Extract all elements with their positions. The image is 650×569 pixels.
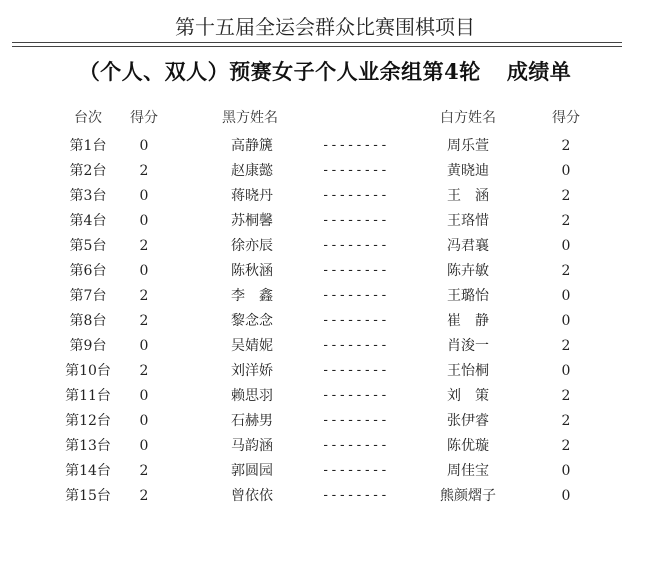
table-row	[0, 234, 650, 258]
table-row	[0, 484, 650, 508]
black-score: 0	[139, 263, 149, 279]
white-player-name: 冯君襄	[447, 238, 489, 254]
table-number: 第8台	[69, 313, 107, 329]
match-separator: --------	[321, 263, 389, 278]
black-score: 0	[139, 188, 149, 204]
table-number: 第3台	[69, 188, 107, 204]
black-player-name: 赵康懿	[231, 163, 273, 179]
black-player-name: 石赫男	[231, 413, 273, 429]
white-player-name: 王 涵	[447, 188, 489, 204]
match-separator: --------	[321, 163, 389, 178]
white-score: 0	[561, 363, 571, 379]
white-player-name: 周乐萱	[447, 138, 489, 154]
match-separator: --------	[321, 188, 389, 203]
white-player-name: 肖浚一	[447, 338, 489, 354]
header-black-name: 黑方姓名	[222, 110, 278, 126]
black-player-name: 徐亦辰	[231, 238, 273, 254]
black-score: 0	[139, 338, 149, 354]
table-row	[0, 184, 650, 208]
round-subtitle-tail: 成绩单	[506, 59, 572, 84]
black-score: 0	[139, 413, 149, 429]
table-number: 第4台	[69, 213, 107, 229]
table-row	[0, 259, 650, 283]
event-title: 第十五届全运会群众比赛围棋项目	[175, 15, 475, 39]
table-number: 第5台	[69, 238, 107, 254]
white-score: 2	[561, 388, 571, 404]
title-rule-bottom	[12, 46, 622, 47]
black-player-name: 高静篪	[231, 138, 273, 154]
table-number: 第2台	[69, 163, 107, 179]
match-separator: --------	[321, 213, 389, 228]
white-score: 2	[561, 138, 571, 154]
table-number: 第1台	[69, 138, 107, 154]
table-row	[0, 359, 650, 383]
white-score: 0	[561, 288, 571, 304]
table-row	[0, 459, 650, 483]
black-player-name: 马韵涵	[231, 438, 273, 454]
white-score: 2	[561, 413, 571, 429]
black-score: 2	[139, 288, 149, 304]
table-number: 第14台	[65, 463, 111, 479]
black-player-name: 李 鑫	[231, 288, 273, 304]
black-player-name: 刘洋娇	[231, 363, 273, 379]
white-player-name: 陈卉敏	[447, 263, 489, 279]
match-separator: --------	[321, 138, 389, 153]
black-score: 2	[139, 488, 149, 504]
black-player-name: 蒋晓丹	[231, 188, 273, 204]
white-score: 2	[561, 438, 571, 454]
match-separator: --------	[321, 438, 389, 453]
table-row	[0, 134, 650, 158]
match-separator: --------	[321, 363, 389, 378]
header-white-score: 得分	[552, 110, 580, 126]
white-player-name: 张伊睿	[447, 413, 489, 429]
white-score: 2	[561, 263, 571, 279]
table-number: 第6台	[69, 263, 107, 279]
black-score: 0	[139, 138, 149, 154]
white-player-name: 周佳宝	[447, 463, 489, 479]
table-row	[0, 434, 650, 458]
table-number: 第11台	[65, 388, 111, 404]
round-subtitle	[0, 56, 650, 86]
black-score: 2	[139, 463, 149, 479]
table-number: 第9台	[69, 338, 107, 354]
black-score: 0	[139, 388, 149, 404]
black-score: 2	[139, 238, 149, 254]
white-player-name: 黄晓迪	[447, 163, 489, 179]
match-separator: --------	[321, 413, 389, 428]
table-row	[0, 409, 650, 433]
black-player-name: 郭圆园	[231, 463, 273, 479]
white-player-name: 陈优璇	[447, 438, 489, 454]
white-score: 2	[561, 338, 571, 354]
table-number: 第10台	[65, 363, 111, 379]
header-black-score: 得分	[130, 110, 158, 126]
white-player-name: 王珞惜	[447, 213, 489, 229]
black-player-name: 曾依依	[231, 488, 273, 504]
match-separator: --------	[321, 463, 389, 478]
white-score: 0	[561, 488, 571, 504]
white-score: 2	[561, 188, 571, 204]
black-score: 2	[139, 363, 149, 379]
table-number: 第15台	[65, 488, 111, 504]
black-score: 0	[139, 438, 149, 454]
table-row	[0, 209, 650, 233]
round-subtitle-main: （个人、双人）预赛女子个人业余组第4轮	[78, 59, 481, 84]
title-rule-top	[12, 42, 622, 43]
table-row	[0, 334, 650, 358]
match-separator: --------	[321, 288, 389, 303]
white-player-name: 王怡桐	[447, 363, 489, 379]
table-row	[0, 159, 650, 183]
match-separator: --------	[321, 338, 389, 353]
white-score: 0	[561, 163, 571, 179]
table-header	[0, 106, 650, 130]
match-separator: --------	[321, 238, 389, 253]
black-player-name: 吴婧妮	[231, 338, 273, 354]
black-score: 2	[139, 313, 149, 329]
black-player-name: 赖思羽	[231, 388, 273, 404]
black-score: 0	[139, 213, 149, 229]
table-row	[0, 309, 650, 333]
table-row	[0, 384, 650, 408]
black-player-name: 黎念念	[231, 313, 273, 329]
white-score: 0	[561, 313, 571, 329]
black-player-name: 苏桐馨	[231, 213, 273, 229]
white-player-name: 熊颜熠子	[440, 488, 496, 504]
table-number: 第12台	[65, 413, 111, 429]
black-score: 2	[139, 163, 149, 179]
table-row	[0, 284, 650, 308]
table-number: 第7台	[69, 288, 107, 304]
match-separator: --------	[321, 488, 389, 503]
white-score: 2	[561, 213, 571, 229]
white-player-name: 王璐怡	[447, 288, 489, 304]
white-player-name: 刘 策	[447, 388, 489, 404]
black-player-name: 陈秋涵	[231, 263, 273, 279]
table-number: 第13台	[65, 438, 111, 454]
white-score: 0	[561, 463, 571, 479]
white-player-name: 崔 静	[447, 313, 489, 329]
match-separator: --------	[321, 313, 389, 328]
header-table: 台次	[74, 110, 102, 126]
match-separator: --------	[321, 388, 389, 403]
header-white-name: 白方姓名	[440, 110, 496, 126]
white-score: 0	[561, 238, 571, 254]
